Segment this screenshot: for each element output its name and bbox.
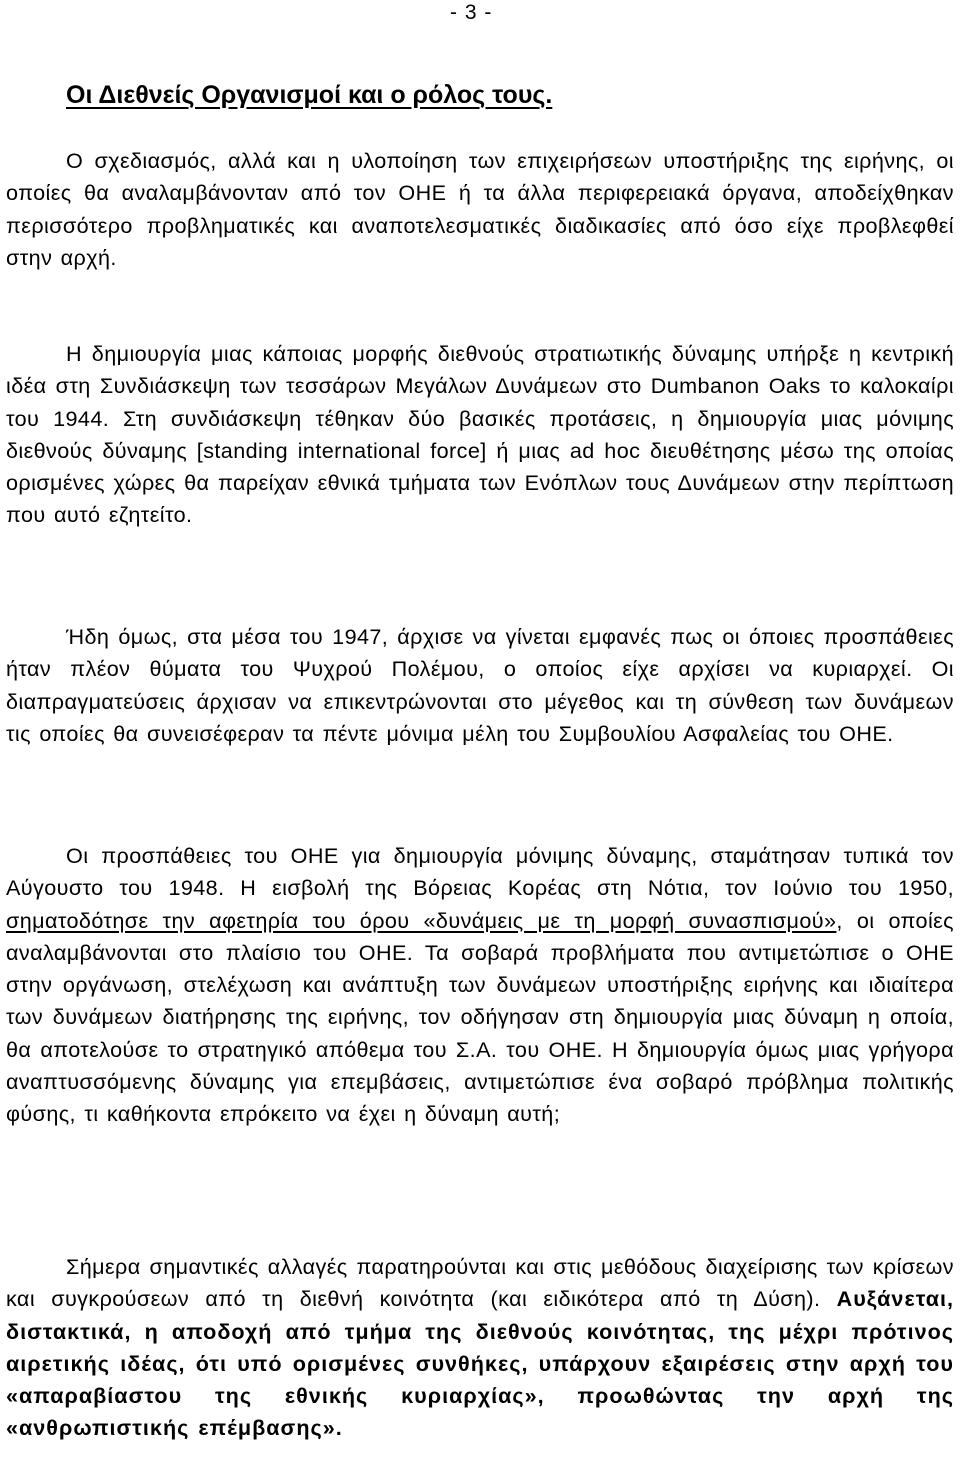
paragraph-3	[6, 621, 954, 750]
section-heading: Οι Διεθνείς Οργανισμοί και ο ρόλος τους.	[66, 81, 553, 109]
paragraph-1-text: Ο σχεδιασμός, αλλά και η υλοποίηση των επιχειρήσεων υποστήριξης της ειρήνης, οι οποίες θα αναλαμβάνονταν από τον ΟΗΕ ή τα άλλα περιφερειακά όργανα, αποδείχθηκαν περισσότερο προβληματικές και αναποτελεσματικές διαδικασίες από όσο είχε προβλεφθεί στην αρχή.	[6, 148, 954, 270]
paragraph-1	[6, 145, 954, 274]
paragraph-4	[6, 840, 954, 1131]
paragraph-3-text: Ήδη όμως, στα μέσα του 1947, άρχισε να γίνεται εμφανές πως οι όποιες προσπάθειες ήταν πλέον θύματα του Ψυχρού Πολέμου, ο οποίος είχε αρχίσει να κυριαρχεί. Οι διαπραγματεύσεις άρχισαν να επικεντρώνονται στο μέγεθος και τη σύνθεση των δυνάμεων τις οποίες θα συνεισέφεραν τα πέντε μόνιμα μέλη του Συμβουλίου Ασφαλείας του ΟΗΕ.	[6, 624, 954, 746]
paragraph-2-text: Η δημιουργία μιας κάποιας μορφής διεθνούς στρατιωτικής δύναμης υπήρξε η κεντρική ιδέα στη Συνδιάσκεψη των τεσσάρων Μεγάλων Δυνάμεων στο Dumbanon Oaks το καλοκαίρι του 1944. Στη συνδιάσκεψη τέθηκαν δύο βασικές προτάσεις, η δημιουργία μιας μόνιμης διεθνούς δύναμης [standing international force] ή μιας ad hoc διευθέτησης μέσω της οποίας ορισμένες χώρες θα παρείχαν εθνικά τμήματα των Ενόπλων τους Δυνάμεων στην περίπτωση που αυτό εζητείτο.	[6, 341, 954, 528]
paragraph-5-bold-text: Αυξάνεται, διστακτικά, η αποδοχή από τμήμα της διεθνούς κοινότητας, της μέχρι πρότινος αιρετικής ιδέας, ότι υπό ορισμένες συνθήκες, υπάρχουν εξαιρέσεις στην αρχή του «απαραβίαστου της εθνικής κυριαρχίας», προωθώντας την αρχή της «ανθρωπιστικής επέμβασης».	[6, 1286, 954, 1441]
paragraph-2	[6, 338, 954, 532]
paragraph-4-text-end: , οι οποίες αναλαμβάνονται στο πλαίσιο του ΟΗΕ. Τα σοβαρά προβλήματα που αντιμετώπισε ο ΟΗΕ στην οργάνωση, στελέχωση και ανάπτυξη των δυνάμεων υποστήριξης ειρήνης και ιδιαίτερα των δυνάμεων διατήρησης της ειρήνης, τον οδήγησαν στη δημιουργία μιας δύναμη η οποία, θα αποτελούσε το στρατηγικό απόθεμα του Σ.Α. του ΟΗΕ. Η δημιουργία όμως μιας γρήγορα αναπτυσσόμενης δύναμης για επεμβάσεις, αντιμετώπισε ένα σοβαρό πρόβλημα πολιτικής φύσης, τι καθήκοντα επρόκειτο να έχει η δύναμη αυτή;	[6, 907, 954, 1127]
paragraph-4-underlined-text: σηματοδότησε την αφετηρία του όρου «δυνάμεις με τη μορφή συνασπισμού»	[6, 907, 837, 933]
paragraph-5	[6, 1251, 954, 1445]
page-number: - 3 -	[450, 1, 493, 24]
paragraph-4-text-start: Οι προσπάθειες του ΟΗΕ για δημιουργία μόνιμης δύναμης, σταμάτησαν τυπικά τον Αύγουστο του 1948. Η εισβολή της Βόρειας Κορέας στη Νότια, τον Ιούνιο του 1950,	[6, 843, 954, 901]
paragraph-5-text: Σήμερα σημαντικές αλλαγές παρατηρούνται και στις μεθόδους διαχείρισης των κρίσεων και συγκρούσεων από τη διεθνή κοινότητα (και ειδικότερα από τη Δύση).	[6, 1254, 954, 1312]
